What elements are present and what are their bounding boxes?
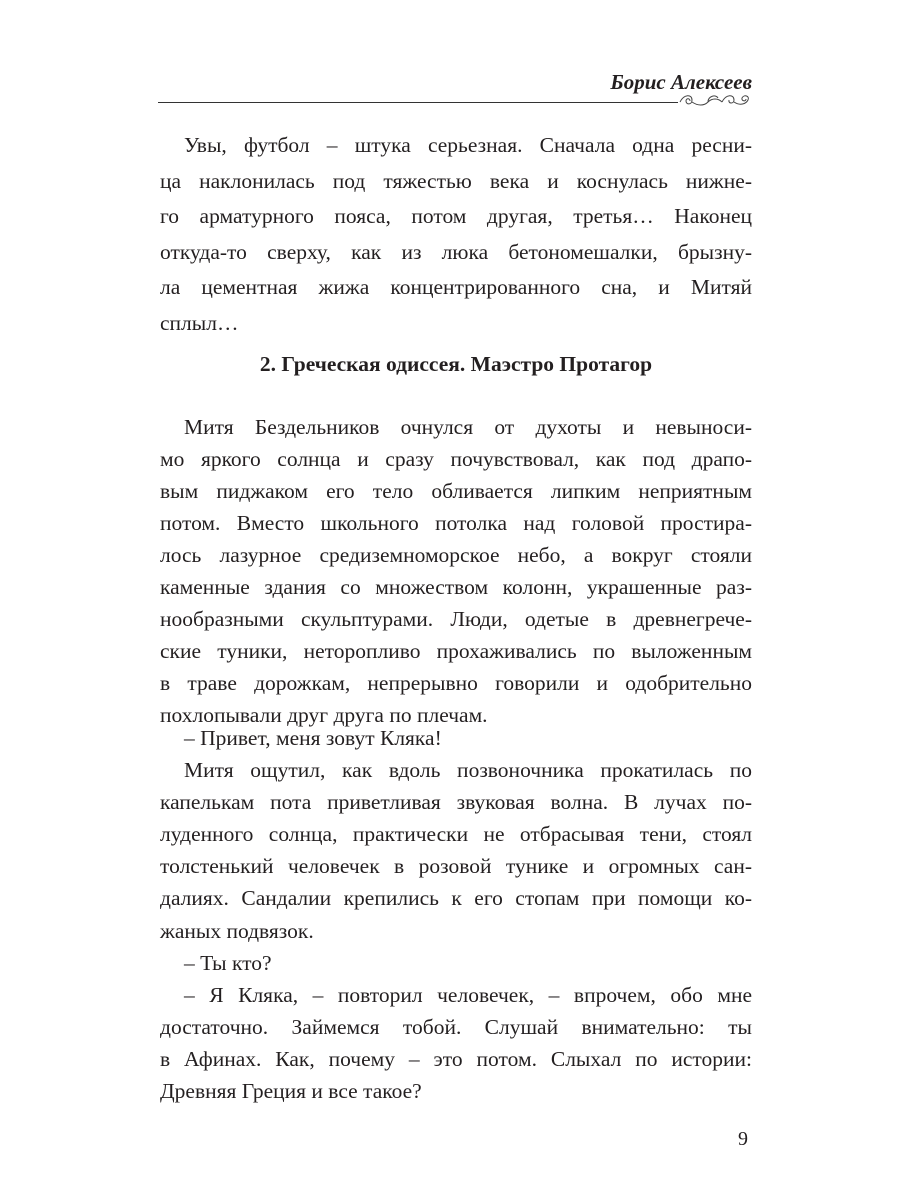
text-line: го арматурного пояса, потом другая, третья… Наконец [160,204,752,228]
text-line: сплыл… [160,310,239,335]
text-line: в траве дорожкам, непрерывно говорили и одобрительно [160,671,752,695]
text-line: откуда-то сверху, как из люка бетономешалки, брызну- [160,239,752,264]
text-line: нообразными скульптурами. Люди, одетые в древнегрече- [160,607,752,631]
text-line: Увы, футбол – штука серьезная. Сначала одна ресни- [184,133,752,157]
text-line: лось лазурное средиземноморское небо, а вокруг стояли [160,543,752,567]
text-line: каменные здания со множеством колонн, украшенные раз- [160,575,752,599]
text-line: мо яркого солнца и сразу почувствовал, как под драпо- [160,447,752,471]
text-line: ла цементная жижа концентрированного сна, и Митяй [160,275,752,299]
text-line: далиях. Сандалии крепились к его стопам при помощи ко- [160,886,752,911]
paragraph-1 [160,128,752,341]
text-line: – Привет, меня зовут Кляка! [184,726,442,750]
text-line: Митя ощутил, как вдоль позвоночника прокатилась по [184,758,752,783]
paragraph-3 [160,722,752,1107]
header-rule [158,102,678,103]
text-line: ские туники, неторопливо прохаживались по выложенным [160,639,752,663]
text-line: толстенький человечек в розовой тунике и огромных сан- [160,854,752,879]
text-line: капелькам пота приветливая звуковая волна. В лучах по- [160,790,752,815]
text-line: ца наклонилась под тяжестью века и коснулась нижне- [160,168,752,193]
chapter-heading: 2. Греческая одиссея. Маэстро Протагор [259,352,653,376]
page-number: 9 [738,1128,748,1150]
text-line: Древняя Греция и все такое? [160,1079,422,1104]
text-line: в Афинах. Как, почему – это потом. Слыхал по истории: [160,1046,752,1071]
text-line: Митя Бездельников очнулся от духоты и невыноси- [184,415,752,439]
text-line: достаточно. Займемся тобой. Слушай внимательно: ты [160,1014,752,1039]
text-line: похлопывали друг друга по плечам. [160,703,488,727]
text-line: – Я Кляка, – повторил человечек, – впрочем, обо мне [184,982,752,1007]
text-line: – Ты кто? [184,950,272,975]
paragraph-2 [160,411,752,731]
flourish-ornament-icon [678,90,754,110]
text-line: потом. Вместо школьного потолка над головой простира- [160,511,752,535]
text-line: жаных подвязок. [160,918,314,943]
text-line: луденного солнца, практически не отбрасывая тени, стоял [160,822,752,847]
running-header-author: Борис Алексеев [610,70,752,94]
text-line: вым пиджаком его тело обливается липким неприятным [160,479,752,503]
